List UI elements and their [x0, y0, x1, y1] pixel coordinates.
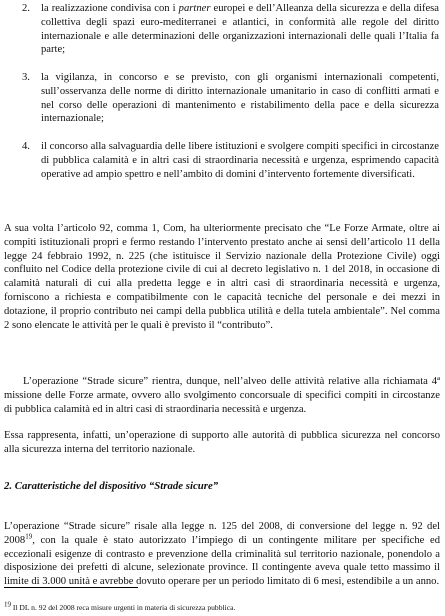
list-text: la realizzazione condivisa con i partner europei e dell’Alleanza della sicurezza e della difesa collettiva degli spazi euro-mediterranei e atlantici, in conformità alle regole del diritto internazionale e alle determinazioni delle organizzazioni internazionali delle quali l’Italia fa parte;	[41, 3, 439, 56]
paragraph-article-92: A sua volta l’articolo 92, comma 1, Com, ha ulteriormente precisato che “Le Forze Armate, oltre ai compiti istituzionali propri e fermo restando l’intervento prestato anche ai sensi dell’articolo 11 della legge 24 febbraio 1992, n. 225 (che istituisce il Servizio nazionale della Protezione Civile) oggi confluito nel Codice della protezione civile di cui al decreto legislativo n. 1 del 2018, in occasione di calamità naturali di cui alla predetta legge e in altri casi di straordinaria necessità e urgenza, forniscono a richiesta e compatibilmente con le capacità tecniche del personale e dei mezzi in dotazione, il proprio contributo nei campi della pubblica utilità e della tutela ambientale”. Nel comma 2 sono elencate le attività per le quali è previsto il “contributo”.	[4, 223, 440, 331]
list-text: la vigilanza, in concorso e se previsto, con gli organismi internazionali competenti, sull’osservanza delle norme di diritto internazionale umanitario in caso di conflitti armati e nel corso delle operazioni di mantenimento e ristabilimento della pace e della sicurezza internazionale;	[41, 72, 439, 125]
footnote-ref: 19	[25, 532, 33, 541]
list-number: 3.	[22, 72, 30, 83]
footnote-separator	[4, 587, 138, 588]
footnote: $^{19}$ Il DL n. 92 del 2008 reca misure urgenti in materia di sicurezza pubblica.	[4, 600, 236, 612]
paragraph-strade-sicure-mission: L’operazione “Strade sicure” rientra, dunque, nell’alveo delle attività relative alla richiamata 4ª missione delle Forze armate, ovvero allo svolgimento concorsuale di specifici compiti in circostanze di pubblica calamità ed in altri casi di straordinaria necessità e urgenza.	[4, 376, 440, 415]
paragraph-support-operation: Essa rappresenta, infatti, un’operazione di supporto alle autorità di pubblica sicurezza nel concorso alla sicurezza interna del territorio nazionale.	[4, 430, 440, 455]
list-number: 4.	[22, 141, 30, 152]
footnote-number: 19	[4, 600, 11, 609]
list-number: 2.	[22, 3, 30, 14]
section-heading: 2. Caratteristiche del dispositivo “Strade sicure”	[4, 480, 219, 492]
paragraph-law-125: L’operazione “Strade sicure” risale alla legge n. 125 del 2008, di conversione del legge n. 92 del 2008$^{19}$, con la quale è stato autorizzato l’impiego di un contingente militare per specifiche ed eccezionali esigenze di contrasto e prevenzione della criminalità sul territorio nazionale, ponendolo a disposizione dei prefetti di alcune, selezionate province. Il contingente aveva quale tetto massimo il limite di 3.000 unità e avrebbe dovuto operare per un periodo limitato di 6 mesi, estendibile a un anno.	[4, 521, 440, 588]
list-text: il concorso alla salvaguardia delle libere istituzioni e svolgere compiti specifici in circostanze di pubblica calamità e in altri casi di straordinaria necessità e urgenza, esprimendo capacità operative ad ampio spettro e nell’ambito di domini d’intervento fortemente diversificati.	[41, 141, 439, 180]
